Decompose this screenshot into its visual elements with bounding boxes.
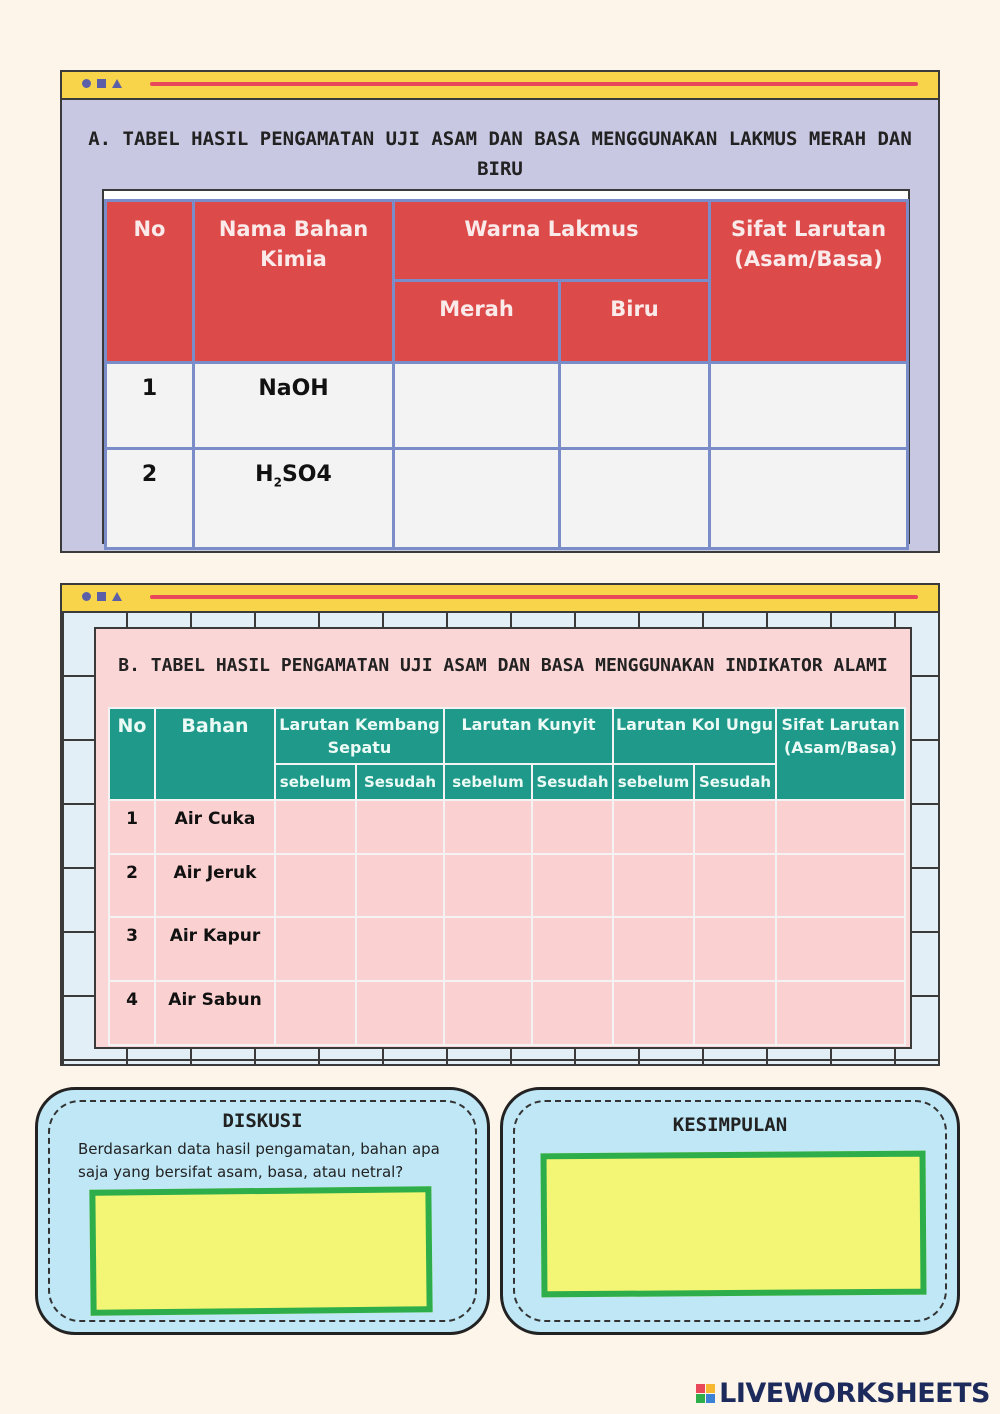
header-sesudah: Sesudah (356, 764, 444, 800)
diskusi-title: DISKUSI (222, 1110, 303, 1132)
answer-cell[interactable] (694, 800, 776, 854)
header-merah: Merah (394, 280, 560, 362)
row-no: 1 (109, 800, 155, 854)
window-a (60, 70, 940, 553)
answer-cell[interactable] (776, 854, 905, 917)
diskusi-question: Berdasarkan data hasil pengamatan, bahan apa saja yang bersifat asam, basa, atau netral? (78, 1140, 440, 1181)
header-sesudah: Sesudah (694, 764, 776, 800)
triangle-icon (112, 79, 122, 88)
row-no: 1 (106, 363, 194, 449)
answer-cell[interactable] (613, 917, 694, 981)
answer-cell[interactable] (694, 981, 776, 1045)
formula-h: H (255, 462, 274, 487)
header-sebelum: sebelum (613, 764, 694, 800)
window-controls (82, 79, 122, 88)
sifat-answer-cell[interactable] (710, 363, 908, 449)
row-no: 4 (109, 981, 155, 1045)
answer-cell[interactable] (356, 854, 444, 917)
header-kunyit: Larutan Kunyit (444, 708, 613, 764)
answer-cell[interactable] (444, 800, 532, 854)
header-no: No (106, 201, 194, 363)
indicator-table (108, 707, 906, 1046)
circle-icon (82, 592, 91, 601)
row-no: 2 (109, 854, 155, 917)
row-bahan: Air Jeruk (155, 854, 275, 917)
row-nama: NaOH (194, 363, 394, 449)
biru-answer-cell[interactable] (560, 449, 710, 549)
header-kembang-sepatu: Larutan Kembang Sepatu (275, 708, 444, 764)
section-b-title: B. TABEL HASIL PENGAMATAN UJI ASAM DAN BASA MENGGUNAKAN INDIKATOR ALAMI (118, 655, 888, 676)
answer-cell[interactable] (613, 800, 694, 854)
header-nama-bahan: Nama Bahan Kimia (194, 201, 394, 363)
biru-answer-cell[interactable] (560, 363, 710, 449)
answer-cell[interactable] (776, 917, 905, 981)
answer-cell[interactable] (275, 981, 356, 1045)
header-sebelum: sebelum (444, 764, 532, 800)
answer-cell[interactable] (694, 917, 776, 981)
merah-answer-cell[interactable] (394, 449, 560, 549)
row-bahan: Air Cuka (155, 800, 275, 854)
kesimpulan-box (500, 1087, 960, 1335)
answer-cell[interactable] (613, 854, 694, 917)
answer-cell[interactable] (356, 800, 444, 854)
row-no: 3 (109, 917, 155, 981)
diskusi-box (35, 1087, 490, 1335)
header-sesudah: Sesudah (532, 764, 613, 800)
answer-cell[interactable] (532, 981, 613, 1045)
answer-cell[interactable] (532, 800, 613, 854)
litmus-table (104, 199, 909, 550)
circle-icon (82, 79, 91, 88)
table-row (109, 917, 905, 981)
answer-cell[interactable] (356, 981, 444, 1045)
answer-cell[interactable] (444, 981, 532, 1045)
sifat-answer-cell[interactable] (710, 449, 908, 549)
answer-cell[interactable] (444, 854, 532, 917)
header-sebelum: sebelum (275, 764, 356, 800)
answer-cell[interactable] (275, 800, 356, 854)
answer-cell[interactable] (444, 917, 532, 981)
row-bahan: Air Kapur (155, 917, 275, 981)
table-row (106, 449, 908, 549)
titlebar-line (150, 82, 918, 86)
row-nama (194, 449, 394, 549)
kesimpulan-title: KESIMPULAN (672, 1114, 788, 1136)
titlebar-line (150, 595, 918, 599)
answer-cell[interactable] (694, 854, 776, 917)
table-row (109, 981, 905, 1045)
section-a-title: A. TABEL HASIL PENGAMATAN UJI ASAM DAN BASA MENGGUNAKAN LAKMUS MERAH DAN BIRU (88, 128, 912, 180)
header-biru: Biru (560, 280, 710, 362)
window-a-titlebar (62, 72, 938, 100)
header-sifat-larutan: Sifat Larutan (Asam/Basa) (776, 708, 905, 800)
row-bahan: Air Sabun (155, 981, 275, 1045)
formula-rest: SO4 (281, 462, 332, 487)
triangle-icon (112, 592, 122, 601)
answer-cell[interactable] (532, 854, 613, 917)
logo-text: LIVEWORKSHEETS (719, 1378, 990, 1409)
square-icon (97, 592, 106, 601)
merah-answer-cell[interactable] (394, 363, 560, 449)
window-b-titlebar (62, 585, 938, 613)
header-kol-ungu: Larutan Kol Ungu (613, 708, 776, 764)
answer-cell[interactable] (776, 800, 905, 854)
row-no: 2 (106, 449, 194, 549)
kesimpulan-answer-field[interactable] (541, 1151, 927, 1298)
header-bahan: Bahan (155, 708, 275, 800)
table-row (109, 800, 905, 854)
answer-cell[interactable] (356, 917, 444, 981)
table-a-frame (102, 189, 910, 544)
diskusi-answer-field[interactable] (89, 1186, 432, 1316)
formula-subscript: 2 (273, 475, 282, 490)
answer-cell[interactable] (532, 917, 613, 981)
header-warna-lakmus: Warna Lakmus (394, 201, 710, 281)
liveworksheets-logo (696, 1378, 990, 1409)
header-sifat-larutan: Sifat Larutan (Asam/Basa) (710, 201, 908, 363)
table-row (109, 854, 905, 917)
window-controls (82, 592, 122, 601)
logo-mark-icon (696, 1384, 715, 1403)
answer-cell[interactable] (275, 854, 356, 917)
square-icon (97, 79, 106, 88)
section-b-panel (94, 627, 912, 1049)
answer-cell[interactable] (776, 981, 905, 1045)
table-row (106, 363, 908, 449)
answer-cell[interactable] (613, 981, 694, 1045)
header-no: No (109, 708, 155, 800)
window-b (60, 583, 940, 1066)
answer-cell[interactable] (275, 917, 356, 981)
